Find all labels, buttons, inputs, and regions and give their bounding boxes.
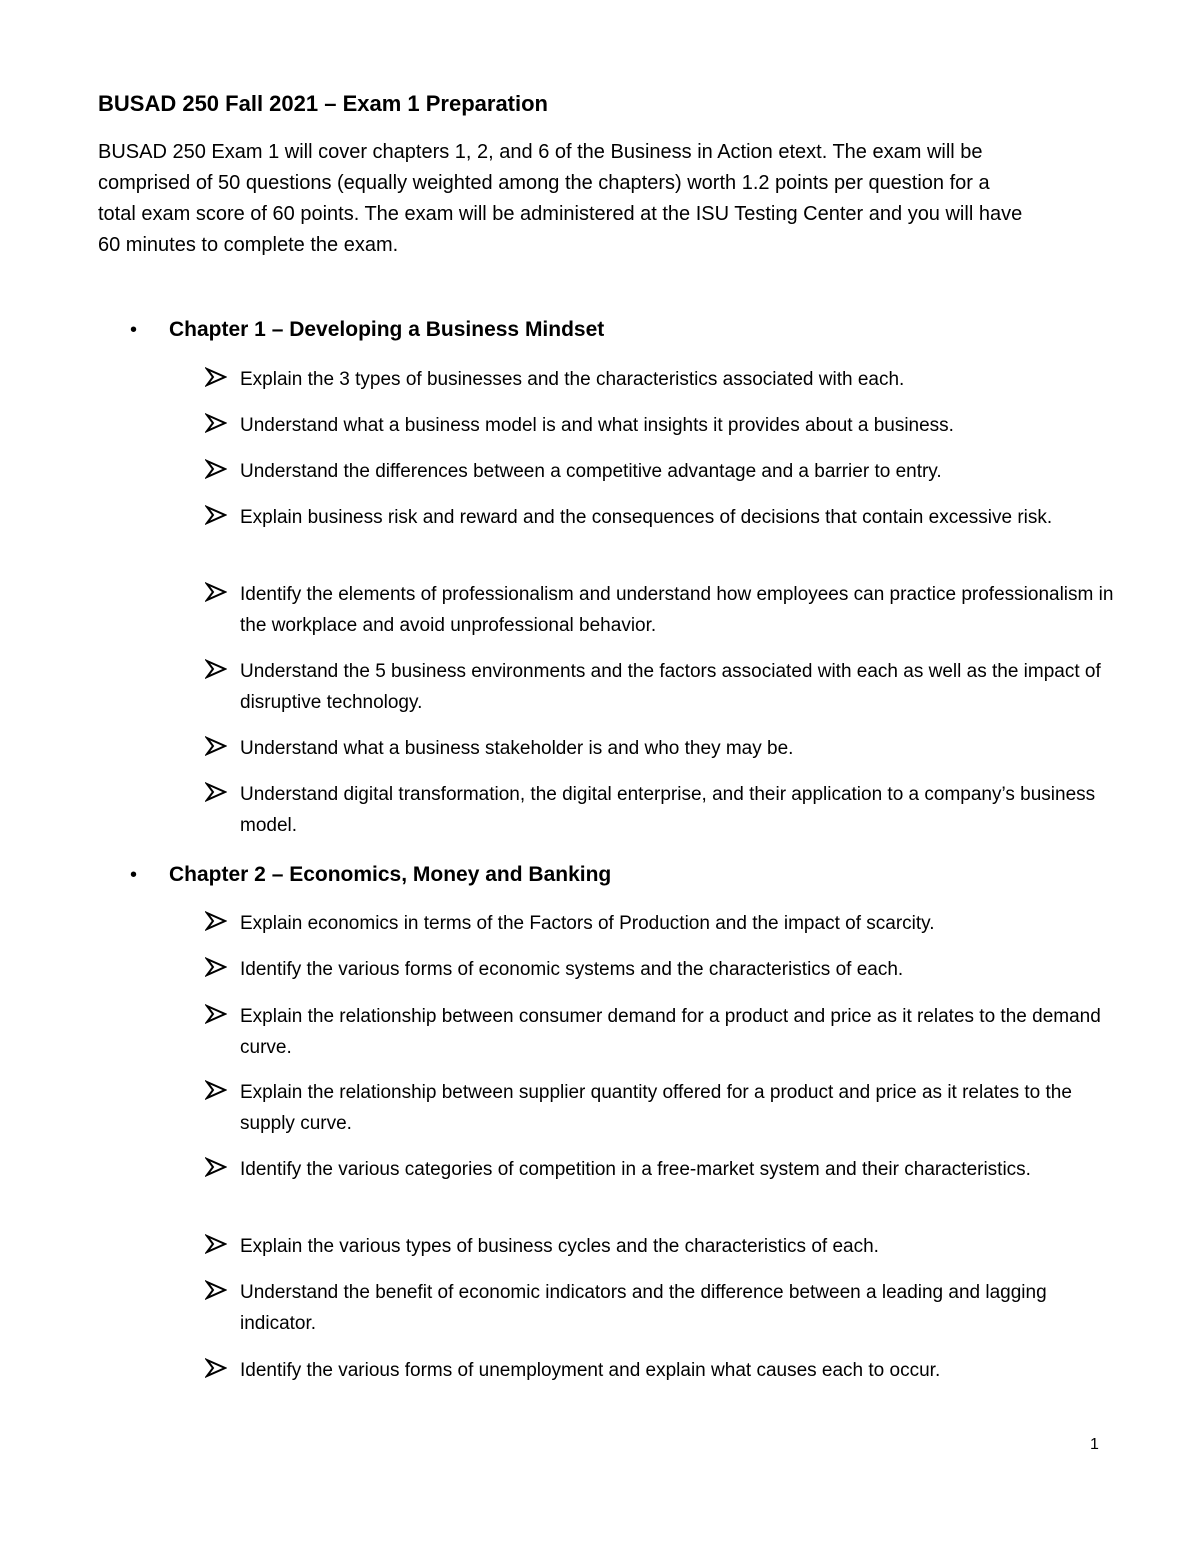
arrow-bullet-icon <box>205 1079 227 1101</box>
arrow-bullet-icon <box>205 1003 227 1025</box>
intro-paragraph <box>98 137 1108 261</box>
list-item-text: Understand digital transformation, the digital enterprise, and their application to a company’s business model. <box>240 784 1096 836</box>
arrow-bullet-icon <box>205 412 227 434</box>
arrow-bullet-icon <box>205 781 227 803</box>
arrow-bullet-icon <box>205 581 227 603</box>
chapter-2-section <box>130 859 1120 1381</box>
arrow-bullet-icon <box>205 735 227 757</box>
chapter-2-title: Chapter 2 – Economics, Money and Banking <box>169 863 612 886</box>
intro-line: 60 minutes to complete the exam. <box>98 234 399 256</box>
document-title: BUSAD 250 Fall 2021 – Exam 1 Preparation <box>98 91 548 116</box>
list-item-text: Understand what a business model is and what insights it provides about a business. <box>240 415 954 436</box>
list-item-text: Explain business risk and reward and the consequences of decisions that contain excessive risk. <box>240 507 1053 528</box>
list-item-text: Understand what a business stakeholder is and who they may be. <box>240 738 794 759</box>
bullet-icon: • <box>130 864 138 886</box>
list-item-text: Explain the relationship between supplier quantity offered for a product and price as it relates to the supply curve. <box>240 1082 1072 1134</box>
list-item-text: Identify the various forms of unemployment and explain what causes each to occur. <box>240 1360 941 1381</box>
arrow-bullet-icon <box>205 1357 227 1379</box>
list-item-text: Understand the differences between a competitive advantage and a barrier to entry. <box>240 461 942 482</box>
intro-line: total exam score of 60 points. The exam will be administered at the ISU Testing Center and you will have <box>98 203 1023 225</box>
arrow-bullet-icon <box>205 366 227 388</box>
list-item-text: Understand the benefit of economic indicators and the difference between a leading and lagging indicator. <box>240 1282 1047 1334</box>
chapter-heading <box>130 859 1120 891</box>
list-item-text: Explain economics in terms of the Factors of Production and the impact of scarcity. <box>240 913 935 934</box>
arrow-bullet-icon <box>205 458 227 480</box>
list-item-text: Identify the various categories of competition in a free-market system and their characteristics. <box>240 1159 1031 1180</box>
list-item-text: Identify the various forms of economic systems and the characteristics of each. <box>240 959 904 980</box>
intro-line: BUSAD 250 Exam 1 will cover chapters 1, 2, and 6 of the Business in Action etext. The exam will be <box>98 141 983 163</box>
list-item-text: Explain the relationship between consumer demand for a product and price as it relates to the demand curve. <box>240 1006 1101 1058</box>
list-item-text: Identify the elements of professionalism and understand how employees can practice professionalism in the workplace and avoid unprofessional behavior. <box>240 584 1114 636</box>
chapter-heading <box>130 314 1120 346</box>
chapter-1-section <box>130 314 1120 836</box>
arrow-bullet-icon <box>205 504 227 526</box>
bullet-icon: • <box>130 319 138 341</box>
list-item-text: Explain the various types of business cycles and the characteristics of each. <box>240 1236 879 1257</box>
page-number: 1 <box>1090 1436 1099 1453</box>
arrow-bullet-icon <box>205 1233 227 1255</box>
list-item-text: Understand the 5 business environments and the factors associated with each as well as the impact of disruptive technology. <box>240 661 1101 713</box>
arrow-bullet-icon <box>205 910 227 932</box>
chapter-1-title: Chapter 1 – Developing a Business Mindset <box>169 318 605 341</box>
list-item-text: Explain the 3 types of businesses and the characteristics associated with each. <box>240 369 905 390</box>
arrow-bullet-icon <box>205 658 227 680</box>
intro-line: comprised of 50 questions (equally weighted among the chapters) worth 1.2 points per question for a <box>98 172 990 194</box>
arrow-bullet-icon <box>205 956 227 978</box>
arrow-bullet-icon <box>205 1279 227 1301</box>
arrow-bullet-icon <box>205 1156 227 1178</box>
